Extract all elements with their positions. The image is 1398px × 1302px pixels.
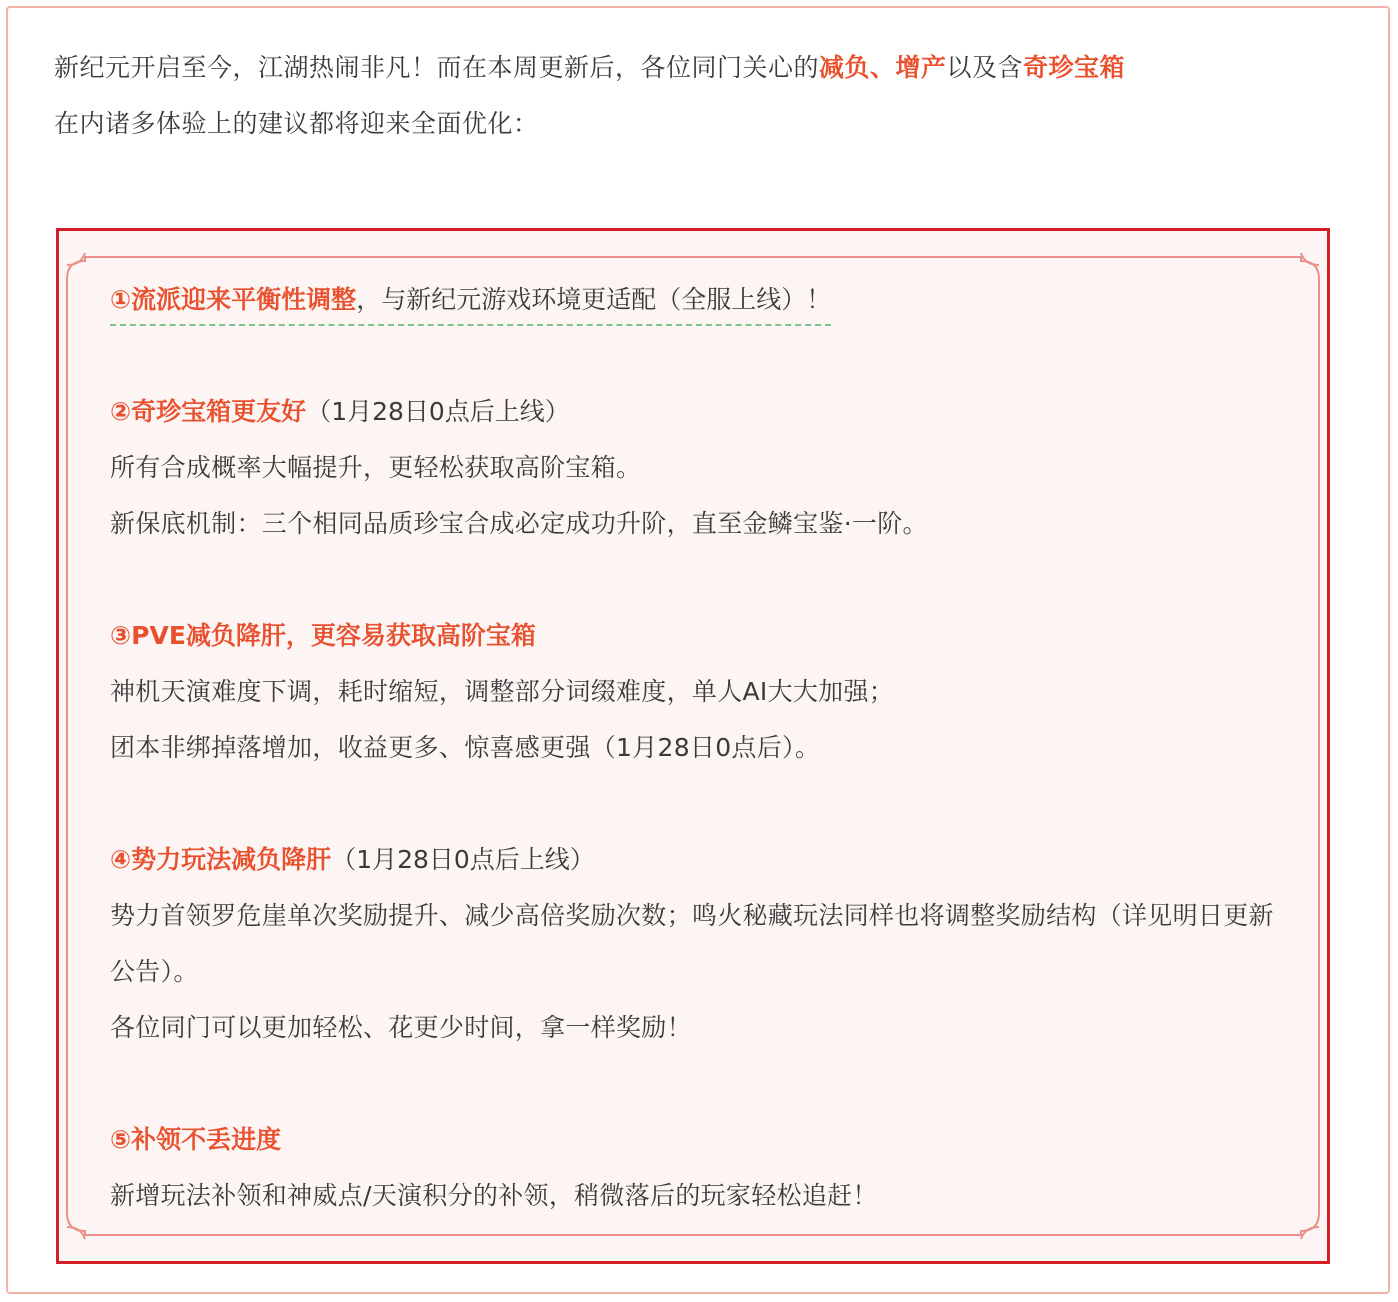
intro-text-before: 新纪元开启至今，江湖热闹非凡！而在本周更新后，各位同门关心的 bbox=[54, 53, 820, 82]
section-1-underline bbox=[110, 280, 831, 326]
section-4-line-1: 势力首领罗危崖单次奖励提升、减少高倍奖励次数；鸣火秘藏玩法同样也将调整奖励结构（详见明日更新公告）。 bbox=[110, 901, 1274, 986]
section-2 bbox=[110, 384, 1310, 552]
section-2-heading bbox=[110, 384, 1310, 440]
section-2-line-1: 所有合成概率大幅提升，更轻松获取高阶宝箱。 bbox=[110, 453, 642, 482]
section-5-title: 补领不丢进度 bbox=[131, 1125, 282, 1154]
section-2-title: 奇珍宝箱更友好 bbox=[131, 397, 307, 426]
section-4-title: 势力玩法减负降肝 bbox=[131, 845, 332, 874]
section-3 bbox=[110, 608, 1310, 776]
section-3-title: PVE减负降肝，更容易获取高阶宝箱 bbox=[131, 621, 536, 650]
section-2-note: （1月28日0点后上线） bbox=[306, 397, 570, 426]
section-5-line-1: 新增玩法补领和神威点/天演积分的补领，稍微落后的玩家轻松追赶！ bbox=[110, 1181, 878, 1210]
section-5-heading bbox=[110, 1112, 1310, 1168]
section-2-number: ② bbox=[110, 397, 132, 426]
intro-highlight-treasure: 奇珍宝箱 bbox=[1023, 53, 1126, 82]
intro-text-middle: 以及含 bbox=[946, 53, 1024, 82]
section-3-heading bbox=[110, 608, 1310, 664]
section-1-note: ，与新纪元游戏环境更适配（全服上线）！ bbox=[356, 285, 832, 314]
intro-paragraph bbox=[54, 40, 1344, 152]
section-1-number: ① bbox=[110, 285, 132, 314]
section-4-number: ④ bbox=[110, 845, 132, 874]
section-2-line-2: 新保底机制：三个相同品质珍宝合成必定成功升阶，直至金鳞宝鉴·一阶。 bbox=[110, 509, 928, 538]
section-5-number: ⑤ bbox=[110, 1125, 132, 1154]
section-4-note: （1月28日0点后上线） bbox=[331, 845, 595, 874]
section-3-line-1: 神机天演难度下调，耗时缩短，调整部分词缀难度，单人AI大大加强； bbox=[110, 677, 895, 706]
intro-highlight-burden: 减负、增产 bbox=[819, 53, 947, 82]
section-4 bbox=[110, 832, 1310, 1056]
section-4-heading bbox=[110, 832, 1310, 888]
section-5 bbox=[110, 1112, 1310, 1224]
section-1 bbox=[110, 272, 1310, 328]
section-1-heading bbox=[110, 272, 1310, 328]
section-3-line-2: 团本非绑掉落增加，收益更多、惊喜感更强（1月28日0点后）。 bbox=[110, 733, 821, 762]
section-4-line-2: 各位同门可以更加轻松、花更少时间，拿一样奖励！ bbox=[110, 1013, 692, 1042]
intro-text-after: 在内诸多体验上的建议都将迎来全面优化： bbox=[54, 109, 539, 138]
section-3-number: ③ bbox=[110, 621, 132, 650]
section-1-title: 流派迎来平衡性调整 bbox=[131, 285, 357, 314]
